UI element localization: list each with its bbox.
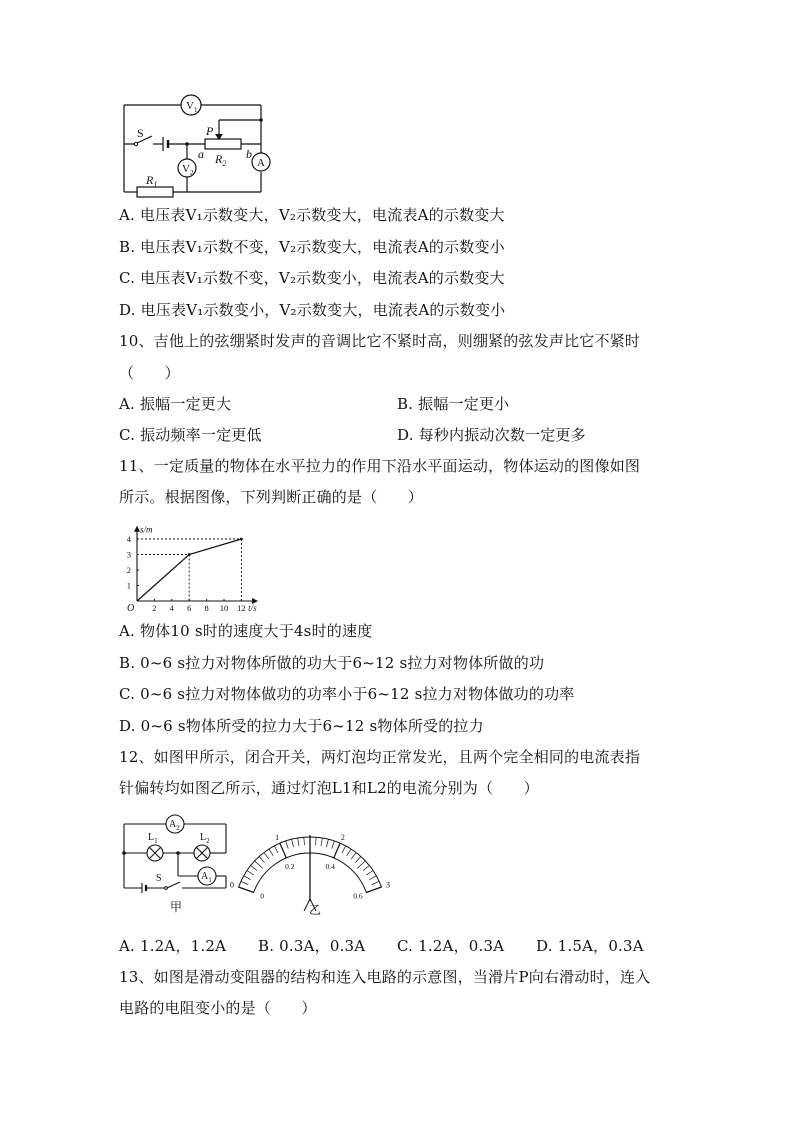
q11-stem-line2: 所示。根据图像，下列判断正确的是（ ） [119, 488, 424, 506]
dial-bottom-scale-label: 0 [260, 891, 264, 901]
svg-text:R2 [214, 152, 226, 168]
v2-sub: 2 [189, 169, 194, 177]
l2-sub: 2 [206, 837, 210, 845]
q12-circuit-jia [118, 812, 238, 918]
point-b-label: b [246, 147, 252, 161]
a1-label: A [201, 871, 209, 882]
v1-label: V [186, 100, 194, 112]
r1-sub: 1 [153, 180, 158, 189]
a2-label: A [169, 819, 177, 830]
origin-label: O [127, 603, 135, 614]
x-tick-label: 4 [169, 603, 174, 613]
v1-sub: 1 [193, 106, 198, 114]
a2-sub: 2 [176, 824, 180, 832]
q11-stem-line1: 11、一定质量的物体在水平拉力的作用下沿水平面运动，物体运动的图像如图 [119, 457, 641, 475]
q10-stem: 10、吉他上的弦绷紧时发声的音调比它不紧时高，则绷紧的弦发声比它不紧时 [119, 332, 641, 350]
r2-sub: 2 [222, 159, 227, 168]
q11-option-d: D. 0~6 s物体所受的拉力大于6~12 s物体所受的拉力 [119, 717, 484, 735]
q12-stem-line2: 针偏转均如图乙所示，通过灯泡L1和L2的电流分别为（ ） [119, 779, 539, 797]
v2-label: V [182, 163, 190, 175]
q11-option-b: B. 0~6 s拉力对物体所做的功大于6~12 s拉力对物体所做的功 [119, 654, 545, 672]
q13-stem-line1: 13、如图是滑动变阻器的结构和连入电路的示意图，当滑片P向右滑动时，连入 [119, 968, 651, 986]
q12-option-d: D. 1.5A，0.3A [536, 937, 644, 955]
r1-label: R [146, 173, 154, 187]
svg-text:L2 [200, 832, 210, 845]
switch-s-label: S [156, 873, 162, 884]
dial-top-scale-label: 0 [230, 880, 235, 890]
dial-bottom-scale-label: 0.4 [325, 862, 335, 872]
q11-distance-time-graph [115, 518, 260, 613]
q9-option-d: D. 电压表V₁示数变小，V₂示数变大，电流表A的示数变小 [119, 301, 506, 319]
r2-label: R [215, 152, 223, 166]
a1-sub: 1 [208, 876, 212, 884]
x-tick-label: 12 [237, 603, 246, 613]
l1-label: L [148, 832, 155, 843]
slider-p-label: P [206, 124, 214, 138]
q9-option-b: B. 电压表V₁示数不变，V₂示数变大，电流表A的示数变小 [119, 238, 505, 256]
dial-top-scale-label: 1 [275, 832, 280, 842]
ammeter-label: A [257, 157, 265, 169]
switch-label: S [137, 126, 144, 140]
q10-option-c: C. 振动频率一定更低 [119, 426, 262, 444]
point-a-label: a [198, 147, 204, 161]
x-axis-label: t/s [248, 603, 257, 613]
q12-option-b: B. 0.3A，0.3A [258, 937, 366, 955]
q10-option-d: D. 每秒内振动次数一定更多 [397, 426, 586, 444]
x-tick-label: 10 [219, 603, 229, 613]
x-tick-label: 6 [187, 603, 192, 613]
q13-stem-line2: 电路的电阻变小的是（ ） [119, 999, 317, 1017]
q10-option-b: B. 振幅一定更小 [397, 395, 510, 413]
y-tick-label: 2 [126, 565, 131, 575]
figure-yi-caption: 乙 [309, 903, 322, 917]
data-point [188, 553, 191, 556]
dial-top-scale-label: 2 [340, 832, 345, 842]
q10-option-a: A. 振幅一定更大 [119, 395, 232, 413]
q12-ammeter-dial-yi [230, 818, 390, 920]
q9-option-a: A. 电压表V₁示数变大，V₂示数变大，电流表A的示数变大 [119, 206, 505, 224]
q11-option-a: A. 物体10 s时的速度大于4s时的速度 [119, 622, 373, 640]
y-tick-label: 4 [126, 534, 131, 544]
q12-option-c: C. 1.2A，0.3A [397, 937, 505, 955]
q10-answer-blank: （ ） [119, 364, 180, 382]
y-tick-label: 1 [126, 580, 131, 591]
data-point [240, 538, 243, 541]
l2-label: L [200, 832, 207, 843]
q11-option-c: C. 0~6 s拉力对物体做功的功率小于6~12 s拉力对物体做功的功率 [119, 685, 575, 703]
q12-stem-line1: 12、如图甲所示，闭合开关，两灯泡均正常发光，且两个完全相同的电流表指 [119, 748, 641, 766]
x-tick-label: 8 [204, 603, 209, 613]
l1-sub: 1 [154, 837, 158, 845]
q9-option-c: C. 电压表V₁示数不变，V₂示数变小，电流表A的示数变大 [119, 269, 505, 287]
q12-option-a: A. 1.2A，1.2A [119, 937, 227, 955]
dial-bottom-scale-label: 0.2 [285, 862, 295, 872]
dial-bottom-scale-label: 0.6 [353, 891, 363, 901]
y-tick-label: 3 [126, 549, 131, 560]
figure-jia-caption: 甲 [170, 900, 183, 914]
svg-text:L1 [148, 832, 158, 845]
svg-text:R1 [145, 173, 157, 189]
x-tick-label: 2 [152, 603, 157, 613]
dial-top-scale-label: 3 [385, 880, 390, 890]
q9-circuit-diagram [115, 95, 275, 205]
y-axis-label: s/m [140, 524, 153, 535]
